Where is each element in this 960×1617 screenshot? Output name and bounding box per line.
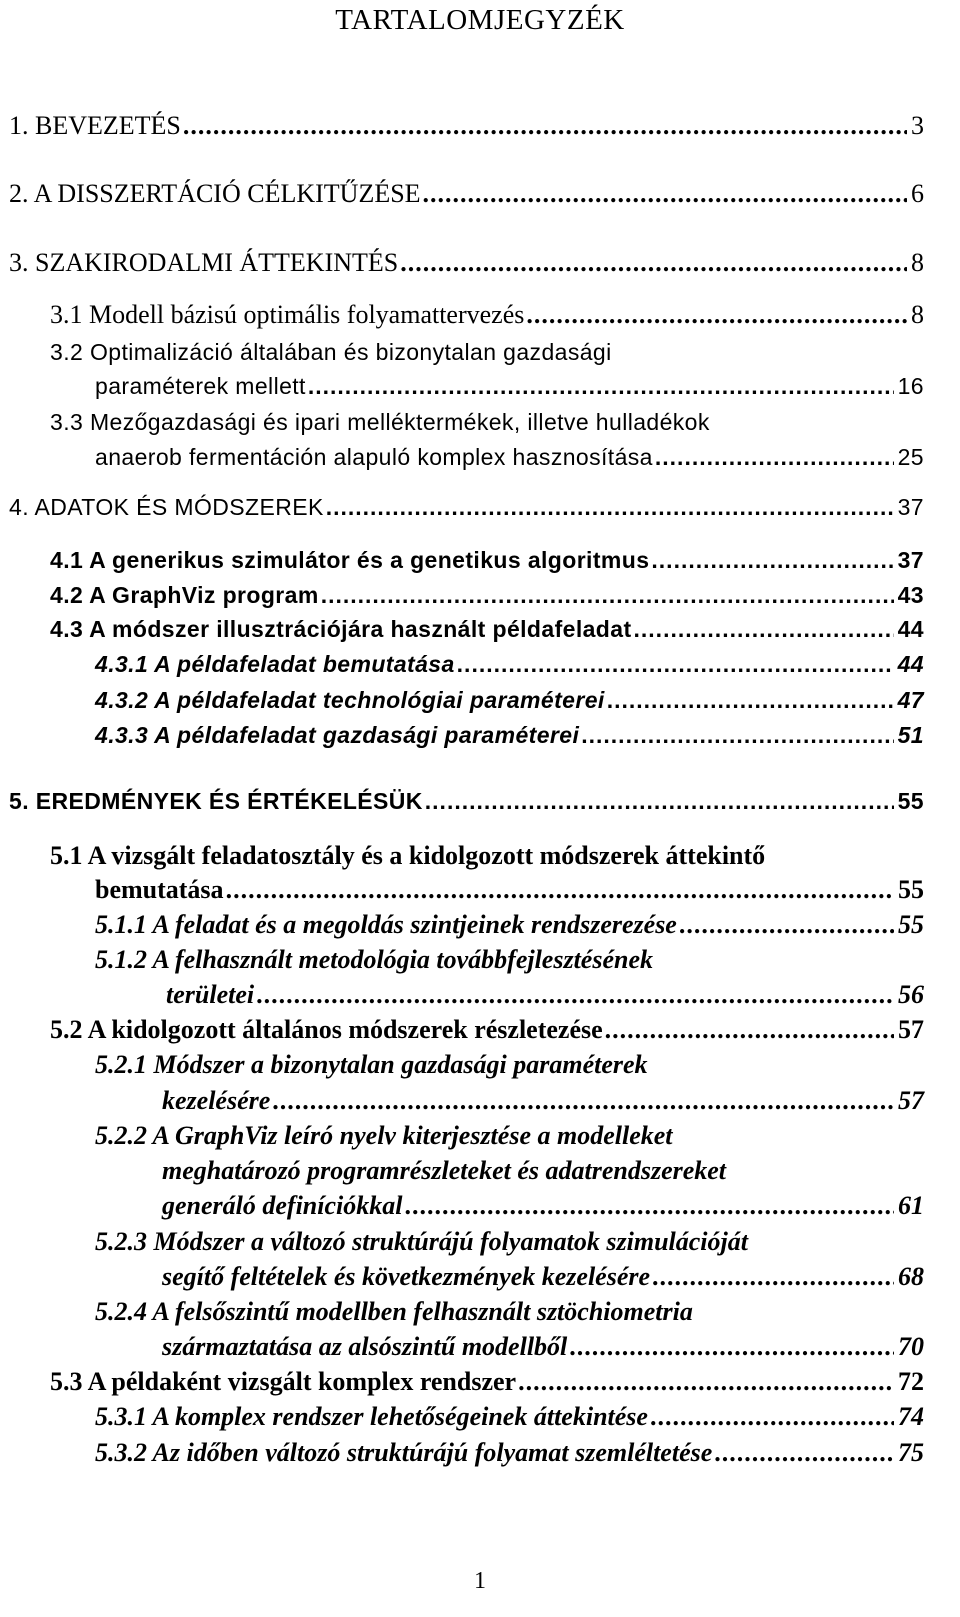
toc-entry-text: 5.3.1 A komplex rendszer lehetőségeinek áttekintése — [95, 1402, 648, 1431]
toc-entry-text: 2. A DISSZERTÁCIÓ CÉLKITŰZÉSE — [9, 179, 421, 208]
toc-entry-page: 43 — [897, 582, 924, 608]
toc-entry-text: 4.3.3 A példafeladat gazdasági paraméterei — [95, 722, 580, 748]
toc-entry-text: 5. EREDMÉNYEK ÉS ÉRTÉKELÉSÜK — [9, 788, 423, 814]
toc-entry-section-3-2-line-2[interactable] — [95, 369, 924, 403]
toc-entry-page: 74 — [898, 1402, 924, 1431]
toc-entry-text: 4.2 A GraphViz program — [50, 582, 319, 608]
toc-entry-chapter-3[interactable] — [9, 246, 924, 280]
toc-entry-page: 44 — [897, 651, 924, 677]
toc-entry-subsection-5-2-3-line-2[interactable] — [162, 1260, 924, 1294]
toc-entry-text: 5.2.4 A felsőszintű modellben felhasznált sztöchiometria — [95, 1297, 693, 1326]
toc-entry-page: 70 — [898, 1332, 924, 1361]
toc-entry-chapter-1[interactable] — [9, 109, 924, 143]
toc-entry-text: 5.1.2 A felhasznált metodológia továbbfejlesztésének — [95, 945, 654, 974]
toc-entry-section-5-1-line-2[interactable] — [95, 873, 924, 907]
toc-entry-text: meghatározó programrészleteket és adatrendszereket — [162, 1156, 727, 1185]
toc-entry-page: 57 — [898, 1015, 924, 1044]
toc-entry-text: 5.3 A példaként vizsgált komplex rendszer — [50, 1367, 517, 1396]
toc-entry-text: 5.2 A kidolgozott általános módszerek részletezése — [50, 1015, 603, 1044]
dot-leader — [679, 908, 894, 942]
dot-leader — [308, 369, 894, 403]
dot-leader — [183, 109, 907, 143]
toc-entry-section-5-3[interactable] — [50, 1365, 924, 1399]
toc-entry-subsection-5-2-4-line-2[interactable] — [162, 1330, 924, 1364]
toc-entry-page: 55 — [898, 910, 924, 939]
dot-leader — [634, 612, 894, 646]
toc-entry-page: 8 — [911, 248, 924, 277]
toc-entry-section-3-3-line-2[interactable] — [95, 440, 924, 474]
dot-leader — [400, 246, 907, 280]
dot-leader — [423, 177, 907, 211]
toc-entry-page: 44 — [897, 616, 924, 642]
toc-entry-section-3-1[interactable] — [50, 298, 924, 332]
toc-entry-text: 4. ADATOK ÉS MÓDSZEREK — [9, 494, 324, 520]
toc-entry-subsection-5-3-1[interactable] — [95, 1400, 924, 1434]
dot-leader — [321, 578, 894, 612]
dot-leader — [457, 647, 894, 681]
toc-entry-text: 5.3.2 Az időben változó struktúrájú folyamat szemléltetése — [95, 1438, 713, 1467]
dot-leader — [256, 978, 894, 1012]
toc-entry-section-4-1[interactable] — [50, 543, 924, 577]
toc-entry-subsection-5-3-2[interactable] — [95, 1436, 924, 1470]
toc-entry-page: 75 — [898, 1438, 924, 1467]
dot-leader — [651, 543, 893, 577]
toc-entry-text: 5.2.2 A GraphViz leíró nyelv kiterjesztése a modelleket — [95, 1121, 673, 1150]
toc-entry-section-4-2[interactable] — [50, 578, 924, 612]
toc-entry-section-3-3-line-1[interactable] — [50, 405, 710, 439]
toc-entry-subsection-5-2-1-line-2[interactable] — [162, 1084, 924, 1118]
toc-entry-page: 47 — [897, 687, 924, 713]
toc-entry-page: 55 — [897, 788, 924, 814]
toc-entry-page: 72 — [898, 1367, 924, 1396]
toc-entry-subsection-5-2-1-line-1[interactable] — [95, 1048, 648, 1082]
dot-leader — [607, 683, 894, 717]
toc-entry-page: 57 — [898, 1086, 924, 1115]
toc-entry-subsection-5-1-2-line-2[interactable] — [166, 978, 924, 1012]
toc-entry-text: származtatása az alsószintű modellből — [162, 1332, 568, 1361]
toc-entry-text: 3.1 Modell bázisú optimális folyamattervezés — [50, 300, 525, 329]
toc-entry-section-5-1-line-1[interactable] — [50, 839, 765, 873]
dot-leader — [650, 1400, 894, 1434]
toc-entry-page: 37 — [897, 494, 924, 520]
dot-leader — [714, 1436, 894, 1470]
toc-entry-text: 5.1 A vizsgált feladatosztály és a kidolgozott módszerek áttekintő — [50, 841, 766, 870]
toc-entry-page: 51 — [897, 722, 924, 748]
toc-entry-text: paraméterek mellett — [95, 373, 306, 399]
dot-leader — [569, 1330, 894, 1364]
toc-entry-text: bemutatása — [95, 875, 224, 904]
dot-leader — [605, 1013, 894, 1047]
toc-entry-text: 4.3.2 A példafeladat technológiai paraméterei — [95, 687, 605, 713]
dot-leader — [226, 873, 894, 907]
toc-entry-section-4-3[interactable] — [50, 612, 924, 646]
toc-entry-page: 16 — [897, 373, 924, 399]
dot-leader — [581, 718, 893, 752]
dot-leader — [526, 298, 907, 332]
toc-entry-page: 6 — [911, 179, 924, 208]
page-number: 1 — [474, 1568, 486, 1594]
toc-entry-text: 1. BEVEZETÉS — [9, 111, 181, 140]
toc-entry-subsection-5-2-2-line-2[interactable] — [162, 1154, 726, 1188]
toc-entry-page: 61 — [898, 1191, 924, 1220]
dot-leader — [272, 1084, 894, 1118]
toc-entry-text: 4.3.1 A példafeladat bemutatása — [95, 651, 455, 677]
toc-entry-page: 56 — [898, 980, 924, 1009]
toc-entry-text: segítő feltételek és következmények kezelésére — [162, 1262, 651, 1291]
toc-entry-text: generáló definíciókkal — [162, 1191, 403, 1220]
page-title: TARTALOMJEGYZÉK — [335, 4, 625, 36]
toc-entry-text: anaerob fermentáción alapuló komplex hasznosítása — [95, 444, 653, 470]
toc-entry-text: kezelésére — [162, 1086, 271, 1115]
toc-entry-subsection-5-1-1[interactable] — [95, 908, 924, 942]
toc-entry-subsection-5-2-3-line-1[interactable] — [95, 1225, 748, 1259]
dot-leader — [326, 490, 894, 524]
toc-entry-subsection-4-3-1[interactable] — [95, 647, 924, 681]
dot-leader — [518, 1365, 894, 1399]
toc-entry-section-3-2-line-1[interactable] — [50, 335, 612, 369]
toc-entry-subsection-5-1-2-line-1[interactable] — [95, 943, 653, 977]
toc-entry-section-5-2[interactable] — [50, 1013, 924, 1047]
toc-entry-text: 4.3 A módszer illusztrációjára használt példafeladat — [50, 616, 632, 642]
toc-entry-chapter-2[interactable] — [9, 177, 924, 211]
dot-leader — [404, 1189, 894, 1223]
toc-entry-subsection-4-3-3[interactable] — [95, 718, 924, 752]
toc-entry-chapter-5[interactable] — [9, 784, 924, 818]
toc-entry-subsection-4-3-2[interactable] — [95, 683, 924, 717]
toc-entry-page: 68 — [898, 1262, 924, 1291]
toc-entry-subsection-5-2-4-line-1[interactable] — [95, 1295, 693, 1329]
toc-entry-text: 3.2 Optimalizáció általában és bizonytalan gazdasági — [50, 339, 612, 365]
toc-entry-text: 5.2.1 Módszer a bizonytalan gazdasági paraméterek — [95, 1050, 648, 1079]
toc-entry-text: 5.1.1 A feladat és a megoldás szintjeinek rendszerezése — [95, 910, 677, 939]
toc-entry-text: 3.3 Mezőgazdasági és ipari melléktermékek, illetve hulladékok — [50, 409, 710, 435]
toc-entry-text: területei — [166, 980, 255, 1009]
toc-entry-page: 8 — [911, 300, 924, 329]
toc-entry-page: 37 — [897, 547, 924, 573]
toc-entry-text: 4.1 A generikus szimulátor és a genetikus algoritmus — [50, 547, 650, 573]
dot-leader — [425, 784, 894, 818]
dot-leader — [655, 440, 894, 474]
toc-entry-subsection-5-2-2-line-3[interactable] — [162, 1189, 924, 1223]
toc-entry-page: 55 — [898, 875, 924, 904]
toc-entry-text: 3. SZAKIRODALMI ÁTTEKINTÉS — [9, 248, 399, 277]
dot-leader — [652, 1260, 894, 1294]
toc-entry-chapter-4[interactable] — [9, 490, 924, 524]
toc-entry-page: 25 — [897, 444, 924, 470]
toc-entry-text: 5.2.3 Módszer a változó struktúrájú folyamatok szimulációját — [95, 1227, 748, 1256]
toc-entry-subsection-5-2-2-line-1[interactable] — [95, 1119, 673, 1153]
toc-entry-page: 3 — [911, 111, 924, 140]
